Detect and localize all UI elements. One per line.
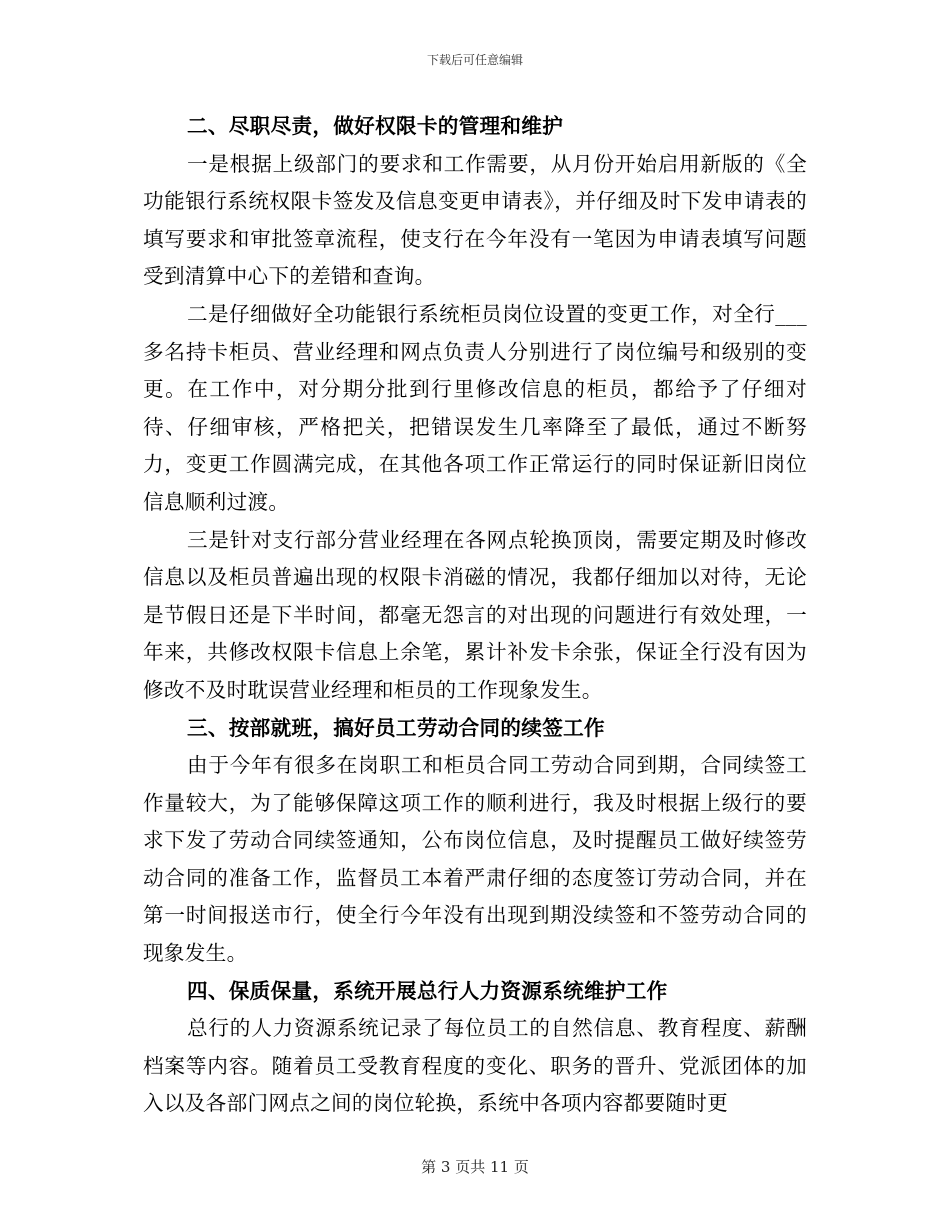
paragraph: 一是根据上级部门的要求和工作需要，从月份开始启用新版的《全功能银行系统权限卡签发及信息变更申请表》，并仔细及时下发申请表的填写要求和审批签章流程，使支行在今年没有一笔因为申请表填写问题受到清算中心下的差错和查询。 <box>143 151 807 289</box>
page-footer: 第 3 页共 11 页 <box>421 1158 529 1176</box>
page-header: 下载后可任意编辑 <box>426 53 523 67</box>
section-heading: 四、保质保量，系统开展总行人力资源系统维护工作 <box>187 978 668 1003</box>
document-body <box>143 108 807 1123</box>
section-heading: 二、尽职尽责，做好权限卡的管理和维护 <box>187 114 564 138</box>
section-3 <box>143 710 807 973</box>
section-heading: 三、按部就班，搞好员工劳动合同的续签工作 <box>187 715 605 740</box>
paragraph: 由于今年有很多在岗职工和柜员合同工劳动合同到期，合同续签工作量较大，为了能够保障这项工作的顺利进行，我及时根据上级行的要求下发了劳动合同续签通知，公布岗位信息，及时提醒员工做好续签劳动合同的准备工作，监督员工本着严肃仔细的态度签订劳动合同，并在第一时间报送市行，使全行今年没有出现到期没续签和不签劳动合同的现象发生。 <box>143 753 807 966</box>
paragraph: 二是仔细做好全功能银行系统柜员岗位设置的变更工作，对全行___多名持卡柜员、营业经理和网点负责人分别进行了岗位编号和级别的变更。在工作中，对分期分批到行里修改信息的柜员，都给予了仔细对待、仔细审核，严格把关，把错误发生几率降至了最低，通过不断努力，变更工作圆满完成，在其他各项工作正常运行的同时保证新旧岗位信息顺利过渡。 <box>143 301 807 514</box>
section-4 <box>143 973 807 1123</box>
paragraph: 三是针对支行部分营业经理在各网点轮换顶岗，需要定期及时修改信息以及柜员普遍出现的权限卡消磁的情况，我都仔细加以对待，无论是节假日还是下半时间，都毫无怨言的对出现的问题进行有效处理，一年来，共修改权限卡信息上余笔，累计补发卡余张，保证全行没有因为修改不及时耽误营业经理和柜员的工作现象发生。 <box>143 527 807 702</box>
paragraph: 总行的人力资源系统记录了每位员工的自然信息、教育程度、薪酬档案等内容。随着员工受教育程度的变化、职务的晋升、党派团体的加入以及各部门网点之间的岗位轮换，系统中各项内容都要随时更 <box>143 1016 807 1116</box>
section-2 <box>143 108 807 710</box>
